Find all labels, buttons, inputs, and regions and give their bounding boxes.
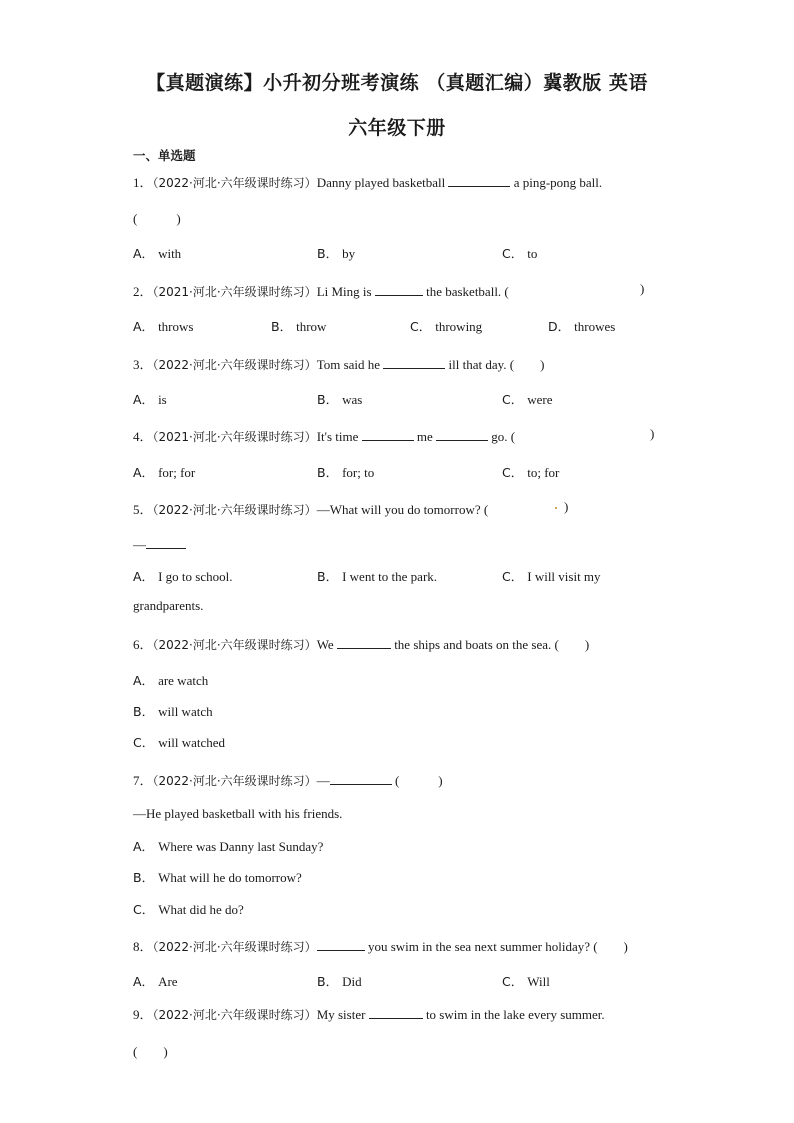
question-6 <box>133 634 589 653</box>
question-number: 7． <box>133 773 153 788</box>
question-source: （2022·河北·六年级课时练习） <box>152 774 317 788</box>
reply-line: — <box>133 536 186 553</box>
answer-blank <box>436 428 488 441</box>
option-c: C． Will <box>502 974 550 989</box>
option-b: B． What will he do tomorrow? <box>133 870 302 885</box>
option-a: A． are watch <box>133 673 209 688</box>
question-text: — <box>316 773 330 788</box>
question-text: My sister <box>316 1007 366 1022</box>
reply-line: —He played basketball with his friends. <box>133 806 343 821</box>
question-number: 8． <box>133 939 153 954</box>
question-9 <box>133 1004 605 1023</box>
question-number: 2． <box>133 284 153 299</box>
answer-blank <box>330 772 392 785</box>
option-b: B． by <box>317 246 356 261</box>
question-3 <box>133 354 544 373</box>
option-b: B． I went to the park. <box>317 569 438 584</box>
section-heading: 一、单选题 <box>133 148 196 163</box>
answer-blank <box>146 536 186 549</box>
question-text: ( ) <box>394 773 443 788</box>
question-source: （2022·河北·六年级课时练习） <box>152 176 317 190</box>
question-source: （2022·河北·六年级课时练习） <box>152 940 317 954</box>
option-a: A． for; for <box>133 465 196 480</box>
option-c-continued: grandparents. <box>133 598 204 613</box>
question-source: （2021·河北·六年级课时练习） <box>152 285 317 299</box>
answer-paren-close: ) <box>650 426 655 441</box>
option-a: A． throws <box>133 319 194 334</box>
option-b: B． Did <box>317 974 362 989</box>
stray-mark <box>555 507 557 509</box>
question-7 <box>133 770 443 789</box>
question-text: We <box>316 637 334 652</box>
question-source: （2022·河北·六年级课时练习） <box>152 1008 317 1022</box>
option-c: C． were <box>502 392 553 407</box>
option-c: C． to; for <box>502 465 560 480</box>
option-a: A． is <box>133 392 167 407</box>
question-source: （2022·河北·六年级课时练习） <box>152 358 317 372</box>
answer-blank <box>362 428 414 441</box>
answer-blank <box>317 938 365 951</box>
question-4 <box>133 426 515 445</box>
answer-paren-close: ) <box>564 499 569 514</box>
question-text: ill that day. ( ) <box>448 357 545 372</box>
option-c: C． will watched <box>133 735 226 750</box>
question-number: 4． <box>133 429 153 444</box>
question-source: （2021·河北·六年级课时练习） <box>152 430 317 444</box>
question-source: （2022·河北·六年级课时练习） <box>152 503 317 517</box>
question-text: Li Ming is <box>316 284 372 299</box>
document-title-line2: 六年级下册 <box>348 117 446 139</box>
option-b: B． will watch <box>133 704 213 719</box>
answer-blank <box>369 1006 423 1019</box>
document-title-line1: 【真题演练】小升初分班考演练 （真题汇编）冀教版 英语 <box>146 72 648 94</box>
question-1 <box>133 172 602 191</box>
option-c: C． What did he do? <box>133 902 244 917</box>
option-d: D． throwes <box>548 319 616 334</box>
question-text: you swim in the sea next summer holiday? ( ) <box>367 939 628 954</box>
question-9-paren: ( ) <box>133 1044 168 1059</box>
question-text: Danny played basketball <box>316 175 446 190</box>
option-b: B． was <box>317 392 363 407</box>
question-text: me <box>416 429 433 444</box>
question-text: the basketball. ( <box>426 284 509 299</box>
question-5 <box>133 499 488 518</box>
question-number: 5． <box>133 502 153 517</box>
question-number: 6． <box>133 637 153 652</box>
option-c: C． to <box>502 246 538 261</box>
question-8 <box>133 936 628 955</box>
option-a: A． I go to school. <box>133 569 233 584</box>
option-a: A． Are <box>133 974 178 989</box>
question-1-paren: ( ) <box>133 211 181 226</box>
question-2 <box>133 281 509 300</box>
option-a: A． with <box>133 246 182 261</box>
answer-blank <box>375 283 423 296</box>
question-text: —What will you do tomorrow? ( <box>316 502 489 517</box>
option-a: A． Where was Danny last Sunday? <box>133 839 324 854</box>
question-number: 3． <box>133 357 153 372</box>
question-text: to swim in the lake every summer. <box>425 1007 605 1022</box>
question-text: a ping-pong ball. <box>513 175 603 190</box>
question-number: 1． <box>133 175 153 190</box>
question-text: Tom said he <box>316 357 381 372</box>
option-b: B． for; to <box>317 465 375 480</box>
option-c: C． I will visit my <box>502 569 601 584</box>
question-number: 9． <box>133 1007 153 1022</box>
question-text: the ships and boats on the sea. ( ) <box>394 637 590 652</box>
answer-paren-close: ) <box>640 281 645 296</box>
option-b: B． throw <box>271 319 327 334</box>
question-source: （2022·河北·六年级课时练习） <box>152 638 317 652</box>
answer-blank <box>448 174 510 187</box>
question-text: go. ( <box>491 429 516 444</box>
option-c: C． throwing <box>410 319 483 334</box>
answer-blank <box>383 356 445 369</box>
answer-blank <box>337 636 391 649</box>
question-text: It's time <box>316 429 359 444</box>
